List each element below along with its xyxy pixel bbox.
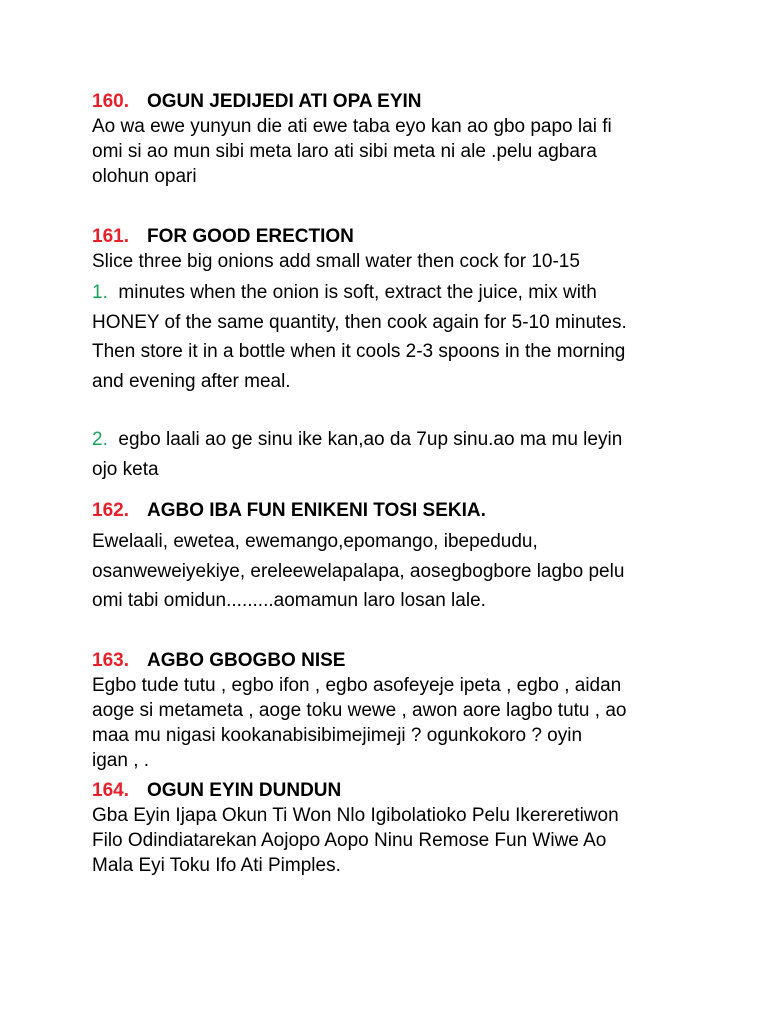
section-163	[92, 649, 677, 773]
section-title: OGUN JEDIJEDI ATI OPA EYIN	[147, 91, 422, 112]
body-line: minutes when the onion is soft, extract the juice, mix with	[118, 282, 597, 303]
item-marker: 2.	[92, 429, 108, 450]
body-line: Egbo tude tutu , egbo ifon , egbo asofeyeje ipeta , egbo , aidan	[92, 674, 622, 696]
item-marker: 1.	[92, 282, 108, 303]
body-line: igan , .	[92, 749, 150, 771]
section-body	[92, 114, 677, 189]
body-line: Gba Eyin Ijapa Okun Ti Won Nlo Igibolatioko Pelu Ikereretiwon	[92, 804, 619, 826]
list-item-1	[92, 278, 677, 396]
section-body	[92, 803, 677, 878]
section-number: 162.	[92, 500, 129, 521]
section-title: AGBO IBA FUN ENIKENI TOSI SEKIA.	[147, 500, 486, 521]
section-162	[92, 499, 677, 616]
section-title: FOR GOOD ERECTION	[147, 226, 354, 247]
section-164	[92, 779, 677, 878]
section-heading	[92, 225, 677, 249]
section-number: 163.	[92, 649, 129, 671]
body-line: Ao wa ewe yunyun die ati ewe taba eyo kan ao gbo papo lai fi	[92, 116, 612, 137]
spacer	[92, 189, 677, 225]
body-line: Then store it in a bottle when it cools 2-3 spoons in the morning	[92, 341, 626, 362]
body-line: aoge si metameta , aoge toku wewe , awon aore lagbo tutu , ao	[92, 699, 627, 721]
body-line: osanweweiyekiye, ereleewelapalapa, aosegbogbore lagbo pelu	[92, 560, 625, 582]
section-body	[92, 527, 677, 616]
section-161	[92, 225, 677, 484]
document-content	[92, 90, 677, 878]
section-intro: Slice three big onions add small water then cock for 10-15	[92, 251, 580, 272]
body-line: omi si ao mun sibi meta laro ati sibi meta ni ale .pelu agbara	[92, 141, 597, 162]
body-line: Mala Eyi Toku Ifo Ati Pimples.	[92, 854, 341, 876]
spacer	[92, 616, 677, 649]
body-line: Filo Odindiatarekan Aojopo Aopo Ninu Remose Fun Wiwe Ao	[92, 829, 607, 851]
section-number: 160.	[92, 91, 129, 112]
section-heading	[92, 779, 677, 803]
body-line: omi tabi omidun.........aomamun laro losan lale.	[92, 590, 486, 611]
section-title: AGBO GBOGBO NISE	[147, 649, 346, 671]
list-item-2	[92, 425, 677, 484]
section-number: 161.	[92, 226, 129, 247]
section-body	[92, 673, 677, 773]
body-line: maa mu nigasi kookanabisibimejimeji ? ogunkokoro ? oyin	[92, 724, 583, 746]
section-160	[92, 90, 677, 189]
section-heading	[92, 499, 677, 523]
body-line: and evening after meal.	[92, 370, 291, 392]
body-line: HONEY of the same quantity, then cook again for 5-10 minutes.	[92, 311, 627, 333]
body-line: ojo keta	[92, 458, 159, 480]
section-title: OGUN EYIN DUNDUN	[147, 779, 342, 801]
section-heading	[92, 90, 677, 114]
section-heading	[92, 649, 677, 673]
spacer	[92, 484, 677, 499]
body-line: Ewelaali, ewetea, ewemango,epomango, ibepedudu,	[92, 531, 538, 552]
section-number: 164.	[92, 779, 129, 801]
spacer	[92, 396, 677, 425]
body-line: egbo laali ao ge sinu ike kan,ao da 7up sinu.ao ma mu leyin	[118, 429, 623, 450]
body-line: olohun opari	[92, 166, 197, 187]
